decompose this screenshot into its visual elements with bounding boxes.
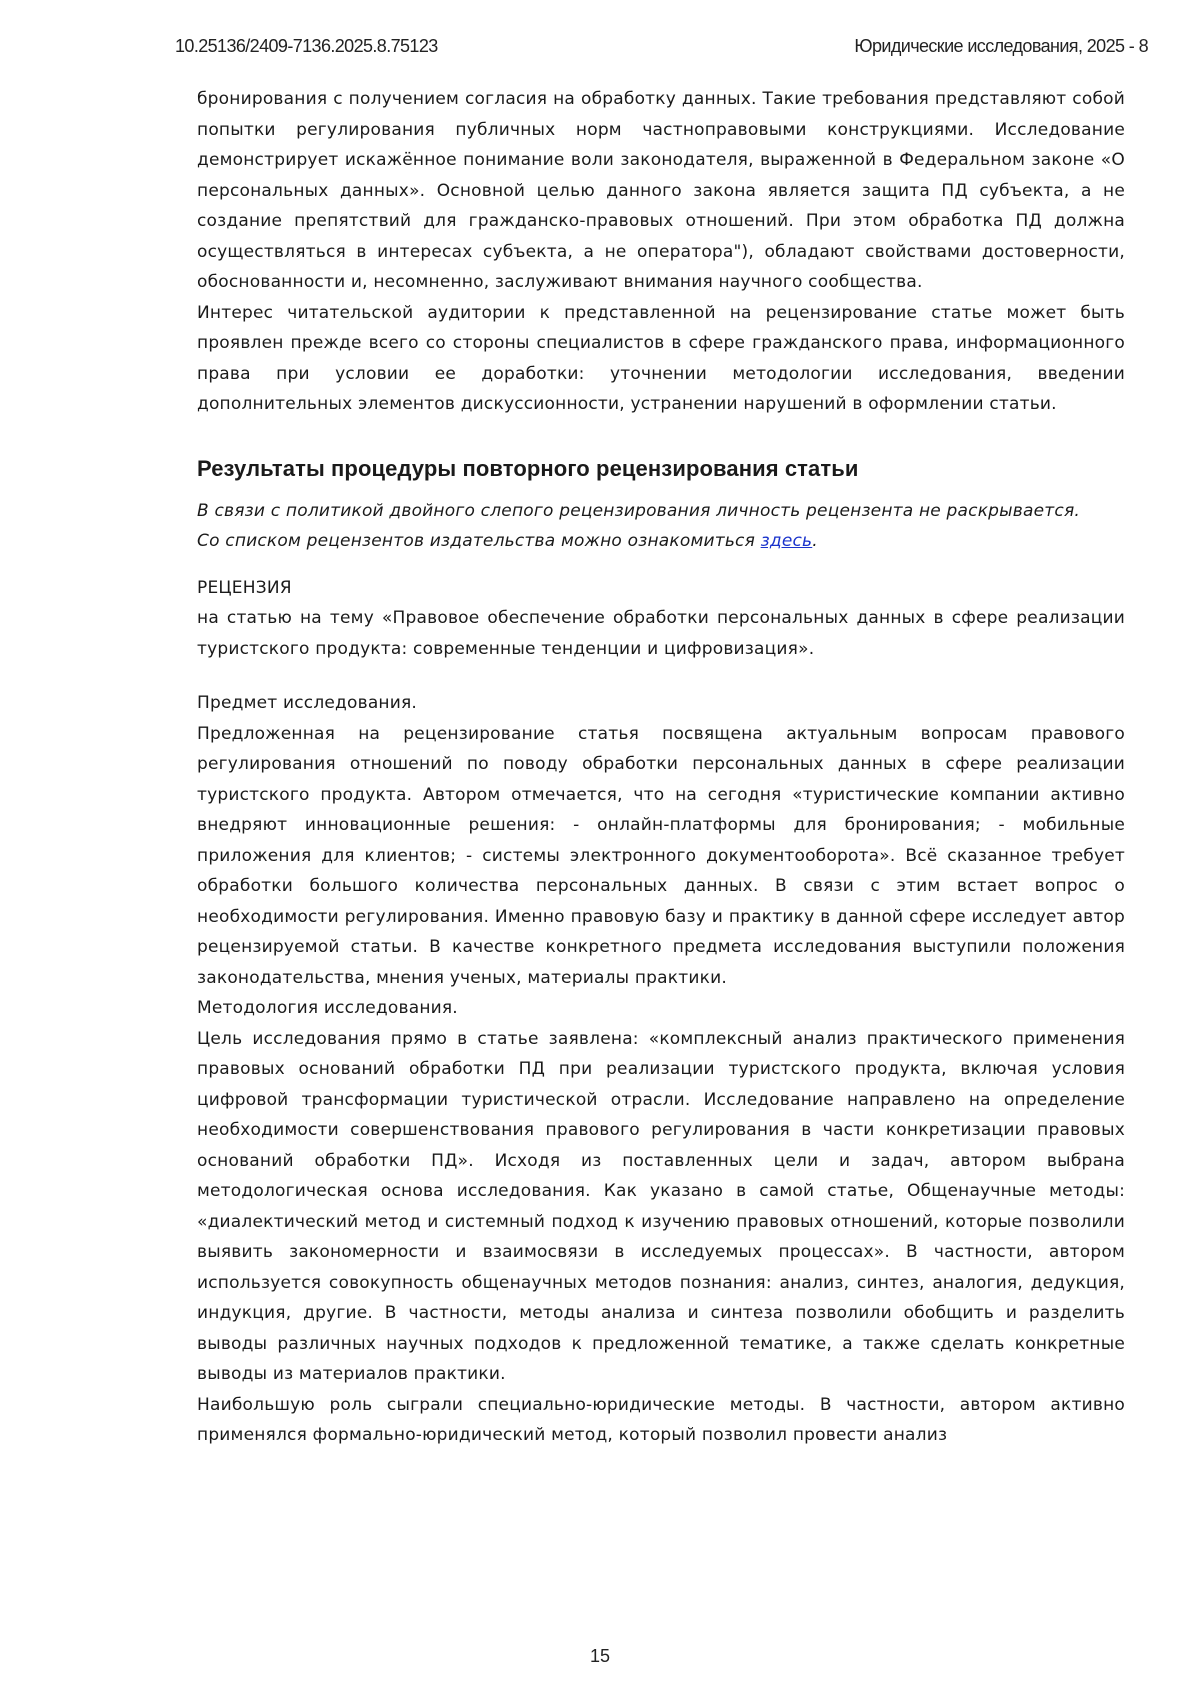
reviewers-list-notice <box>197 526 1125 557</box>
section-title: Результаты процедуры повторного рецензирования статьи <box>197 455 859 481</box>
reviewers-notice-prefix: Со списком рецензентов издательства можно ознакомиться <box>197 531 761 551</box>
blind-review-notice: В связи с политикой двойного слепого рецензирования личность рецензента не раскрывается. <box>197 500 1080 521</box>
special-methods-paragraph: Наибольшую роль сыграли специально-юридические методы. В частности, автором активно применялся формально-юридический метод, который позволил провести анализ <box>197 1394 1125 1445</box>
subject-heading: Предмет исследования. <box>197 693 418 713</box>
methodology-heading: Методология исследования. <box>197 998 458 1018</box>
article-body <box>197 84 1125 1451</box>
intro-paragraph-2: Интерес читательской аудитории к представленной на рецензирование статье может быть проявлен прежде всего со стороны специалистов в сфере гражданского права, информационного права при условии ее доработки: уточнении методологии исследования, введении дополнительных элементов дискуссионности, устранении нарушений в оформлении статьи. <box>197 302 1125 414</box>
review-heading: РЕЦЕНЗИЯ <box>197 577 292 598</box>
running-header <box>175 36 1148 62</box>
page-number: 15 <box>589 1646 611 1666</box>
journal-title: Юридические исследования, 2025 - 8 <box>854 36 1148 56</box>
methodology-paragraph: Цель исследования прямо в статье заявлена: «комплексный анализ практического применения правовых оснований обработки ПД при реализации туристского продукта, включая условия цифровой трансформации туристической отрасли. Исследование направлено на определение необходимости совершенствования правового регулирования в части конкретизации правовых оснований обработки ПД». Исходя из поставленных цели и задач, автором выбрана методологическая основа исследования. Как указано в самой статье, Общенаучные методы: «диалектический метод и системный подход к изучению правовых отношений, которые позволили выявить закономерности и взаимосвязи в исследуемых процессах». В частности, автором используется совокупность общенаучных методов познания: анализ, синтез, аналогия, дедукция, индукция, другие. В частности, методы анализа и синтеза позволили обобщить и разделить выводы различных научных подходов к предложенной тематике, а также сделать конкретные выводы из материалов практики. <box>197 1028 1125 1384</box>
intro-paragraph-1: бронирования с получением согласия на обработку данных. Такие требования представляют собой попытки регулирования публичных норм частноправовыми конструкциями. Исследование демонстрирует искажённое понимание воли законодателя, выраженной в Федеральном законе «О персональных данных». Основной целью данного закона является защита ПД субъекта, а не создание препятствий для гражданско-правовых отношений. При этом обработка ПД должна осуществляться в интересах субъекта, а не оператора"), обладают свойствами достоверности, обоснованности и, несомненно, заслуживают внимания научного сообщества. <box>197 89 1125 292</box>
subject-paragraph: Предложенная на рецензирование статья посвящена актуальным вопросам правового регулирования отношений по поводу обработки персональных данных в сфере реализации туристского продукта. Автором отмечается, что на сегодня «туристические компании активно внедряют инновационные решения: - онлайн-платформы для бронирования; - мобильные приложения для клиентов; - системы электронного документооборота». Всё сказанное требует обработки большого количества персональных данных. В связи с этим встает вопрос о необходимости регулирования. Именно правовую базу и практику в данной сфере исследует автор рецензируемой статьи. В качестве конкретного предмета исследования выступили положения законодательства, мнения ученых, материалы практики. <box>197 723 1125 988</box>
review-subject-line: на статью на тему «Правовое обеспечение обработки персональных данных в сфере реализации туристского продукта: современные тенденции и цифровизация». <box>197 608 1125 659</box>
spacer <box>197 557 1125 573</box>
reviewers-list-link[interactable]: здесь <box>760 531 813 551</box>
spacer <box>197 664 1125 688</box>
reviewers-notice-suffix: . <box>812 531 818 551</box>
doi-text: 10.25136/2409-7136.2025.8.75123 <box>175 36 438 56</box>
